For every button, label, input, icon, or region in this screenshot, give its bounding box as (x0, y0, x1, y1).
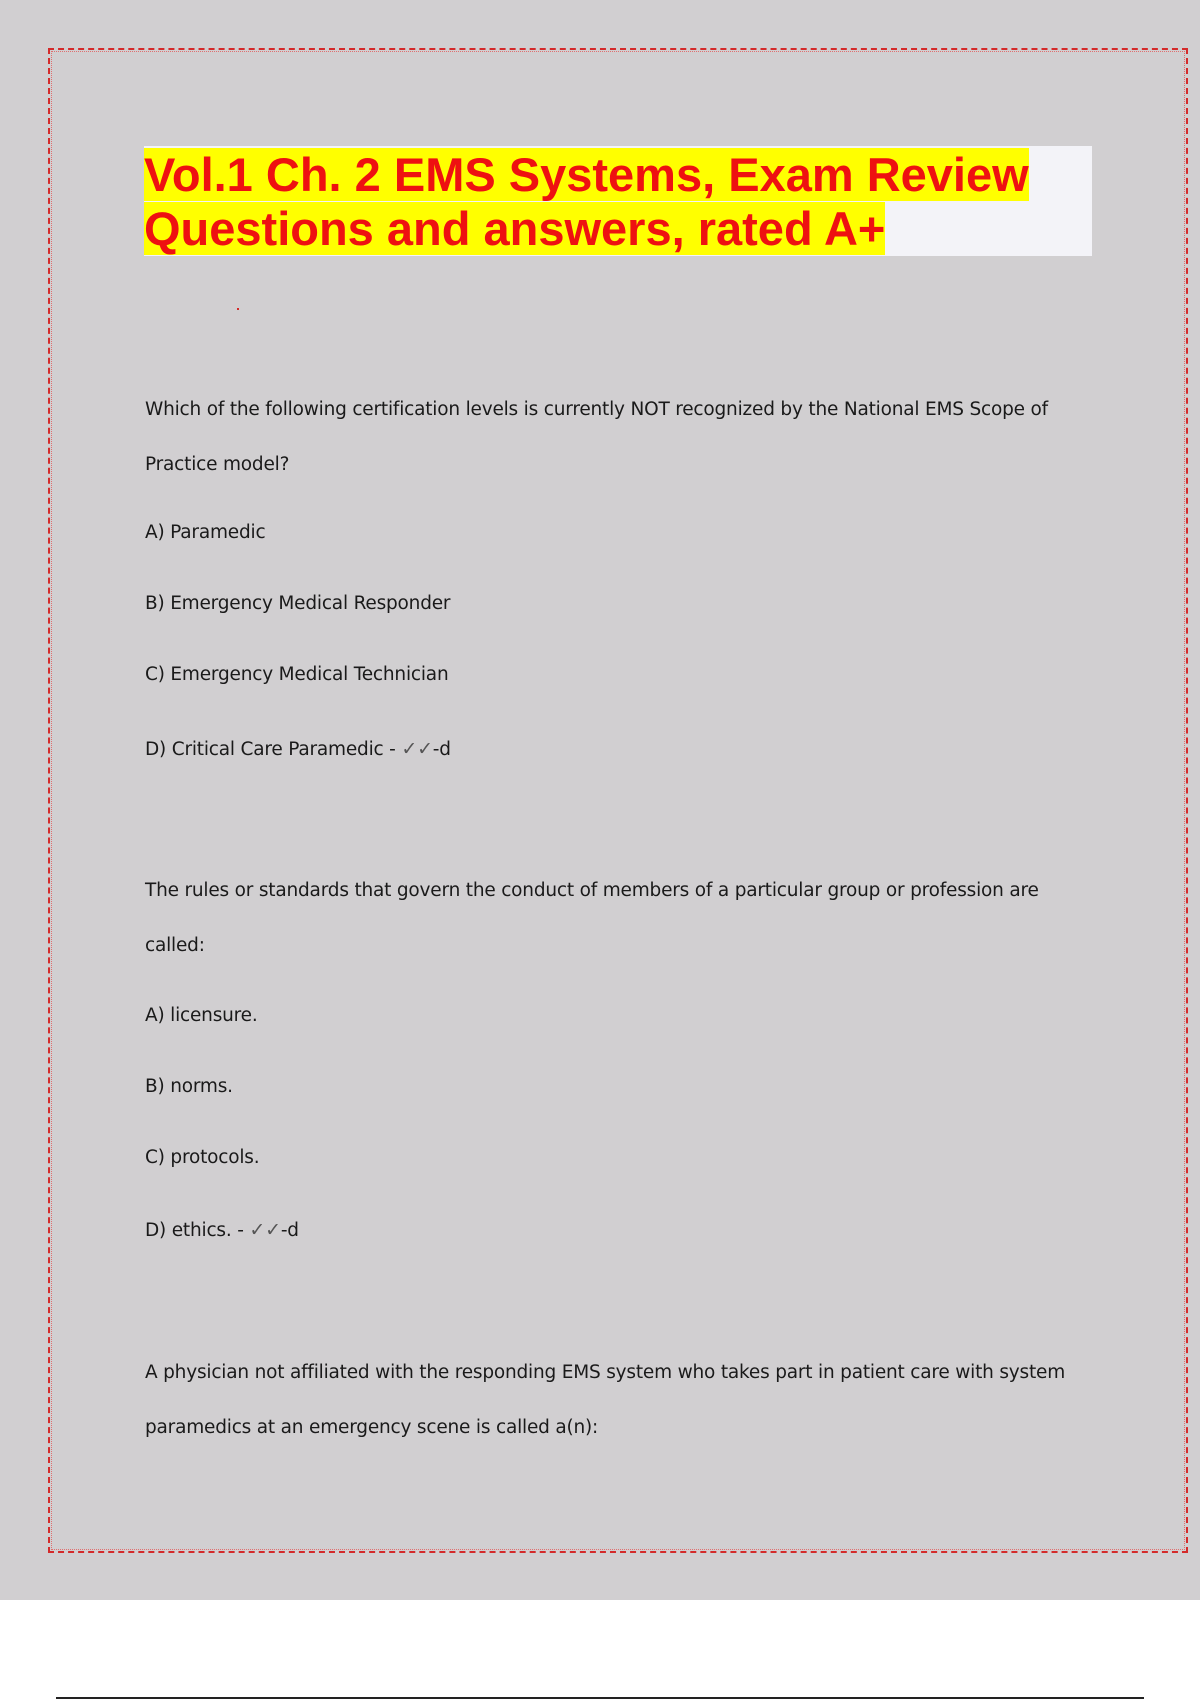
question-2-prompt-line-2: called: (145, 935, 205, 956)
question-2-answer-suffix: -d (280, 1220, 299, 1241)
page-border (48, 48, 1188, 1553)
question-1-option-b: B) Emergency Medical Responder (145, 593, 451, 614)
question-2-prompt-line-1: The rules or standards that govern the conduct of members of a particular group or profession are (145, 880, 1039, 901)
question-1-answer-suffix: -d (432, 739, 451, 760)
title-line-1: Vol.1 Ch. 2 EMS Systems, Exam Review (144, 148, 1029, 201)
question-3-prompt-line-2: paramedics at an emergency scene is called a(n): (145, 1417, 599, 1438)
question-1-prompt-line-1: Which of the following certification levels is currently NOT recognized by the National EMS Scope of (145, 399, 1048, 420)
question-2-option-d (145, 1219, 299, 1241)
question-1-option-a: A) Paramedic (145, 522, 266, 543)
question-1-option-d (145, 738, 451, 760)
question-2-option-c: C) protocols. (145, 1147, 260, 1168)
stray-mark (237, 308, 239, 310)
document-title (144, 148, 1084, 256)
question-1-option-d-text: D) Critical Care Paramedic - (145, 739, 402, 760)
footer-divider (56, 1697, 1144, 1699)
question-1-prompt-line-2: Practice model? (145, 454, 290, 475)
question-2-option-a: A) licensure. (145, 1005, 258, 1026)
question-2-option-d-text: D) ethics. - (145, 1220, 250, 1241)
question-1-option-c: C) Emergency Medical Technician (145, 664, 449, 685)
title-line-2: Questions and answers, rated A+ (144, 202, 886, 255)
double-check-icon: ✓✓ (401, 738, 433, 760)
question-2-option-b: B) norms. (145, 1076, 233, 1097)
double-check-icon: ✓✓ (249, 1219, 281, 1241)
question-3-prompt-line-1: A physician not affiliated with the responding EMS system who takes part in patient care with system (145, 1362, 1066, 1383)
